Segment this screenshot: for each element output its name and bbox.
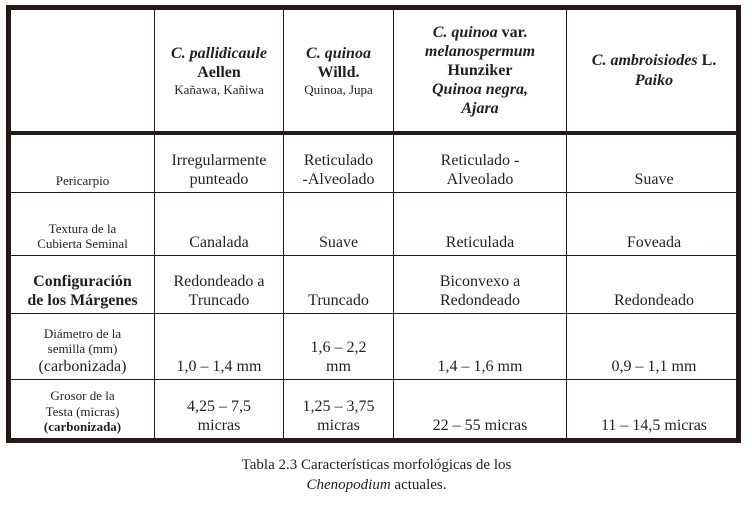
species-name: C. quinoa: [306, 44, 371, 62]
row-label-text: Configuración: [33, 272, 132, 290]
table-cell: [394, 314, 566, 379]
common-name: Paiko: [634, 71, 674, 89]
cell-text: Truncado: [188, 291, 250, 309]
cell-text: punteado: [189, 170, 249, 188]
common-name: Quinoa negra,: [431, 81, 529, 99]
row-label-text: Grosor de la: [50, 388, 115, 404]
cell-text: 1,25 – 3,75: [302, 397, 375, 415]
table-cell: [567, 380, 741, 438]
common-name: Ajara: [461, 100, 499, 118]
table-cell: [284, 256, 393, 313]
cell-text: mm: [326, 357, 351, 375]
header-col-pallidicaule: [155, 10, 283, 131]
table-cell: [155, 256, 283, 313]
cell-text: 0,9 – 1,1 mm: [611, 357, 697, 375]
cell-text: Redondeado: [440, 291, 520, 309]
cell-text: Alveolado: [446, 170, 514, 188]
row-label-diametro: [11, 314, 154, 379]
cell-text: Canalada: [189, 233, 249, 251]
cell-text: Biconvexo a: [439, 272, 521, 290]
cell-text: Foveada: [626, 233, 682, 251]
table-cell: [155, 380, 283, 438]
caption-line: Tabla 2.3 Características morfológicas de los: [241, 457, 512, 473]
row-label-text: Textura de la: [48, 220, 117, 236]
cell-text: Suave: [318, 233, 359, 251]
row-label-text: (carbonizada): [38, 357, 127, 375]
table-cell: [155, 314, 283, 379]
cell-text: -Alveolado: [302, 170, 375, 188]
row-label-text: semilla (mm): [47, 341, 118, 357]
species-author: Aellen: [197, 63, 241, 81]
species-name: C. pallidicaule: [171, 44, 267, 62]
common-name: Quinoa, Jupa: [304, 81, 373, 97]
species-author: Willd.: [317, 63, 360, 81]
caption-text: actuales.: [390, 476, 447, 493]
cell-text: Redondeado: [614, 291, 694, 309]
header-col-quinoa: [284, 10, 393, 131]
cell-text: 22 – 55 micras: [432, 416, 528, 434]
row-label-text: (carbonizada): [43, 419, 122, 435]
cell-text: 1,6 – 2,2: [310, 338, 367, 356]
cell-text: 1,4 – 1,6 mm: [437, 357, 523, 375]
row-label-grosor: [11, 380, 154, 438]
cell-text: Reticulada: [445, 233, 515, 251]
row-label-textura: [11, 193, 154, 255]
row-label-text: de los Márgenes: [27, 291, 138, 309]
cell-text: Truncado: [308, 291, 369, 309]
cell-text: Reticulado: [303, 151, 374, 169]
morphology-table: [6, 5, 741, 443]
species-author: L.: [701, 52, 717, 70]
cell-text: 11 – 14,5 micras: [600, 416, 708, 434]
table-cell: [394, 193, 566, 255]
table-cell: [394, 380, 566, 438]
cell-text: Redondeado a: [173, 272, 265, 290]
cell-text: Reticulado -: [440, 151, 520, 169]
row-label-text: Diámetro de la: [43, 325, 122, 341]
cell-text: 1,0 – 1,4 mm: [176, 357, 262, 375]
cell-text: Irregularmente: [171, 151, 267, 169]
table-cell: [567, 256, 741, 313]
table-cell: [567, 314, 741, 379]
table-cell: [284, 135, 393, 192]
cell-text: Suave: [634, 170, 674, 188]
species-name: C. quinoa: [432, 23, 498, 41]
common-name: Kañawa, Kañiwa: [174, 81, 264, 97]
variety-name: melanospermum: [424, 42, 536, 60]
table-cell: [394, 135, 566, 192]
table-caption: [0, 456, 753, 495]
header-col-ambroisiodes: [567, 10, 741, 131]
row-label-text: Testa (micras): [45, 403, 120, 419]
table-cell: [155, 135, 283, 192]
row-label-text: Cubierta Seminal: [37, 236, 128, 252]
row-label-configuracion: [11, 256, 154, 313]
caption-line: [0, 476, 753, 496]
table-cell: [394, 256, 566, 313]
table-cell: [567, 193, 741, 255]
table-cell: [284, 314, 393, 379]
cell-text: 4,25 – 7,5: [187, 397, 251, 415]
table-cell: [155, 193, 283, 255]
table-cell: [284, 380, 393, 438]
species-suffix: var.: [501, 23, 528, 41]
species-author: Hunziker: [447, 61, 513, 79]
cell-text: micras: [197, 416, 241, 434]
cell-text: micras: [317, 416, 360, 434]
row-label-pericarpio: [11, 135, 154, 192]
table-cell: [284, 193, 393, 255]
table-cell: [567, 135, 741, 192]
row-label-text: Pericarpio: [55, 173, 110, 189]
header-col-melanospermum: [394, 10, 566, 131]
species-name: C. ambroisiodes: [591, 52, 698, 70]
caption-genus: Chenopodium: [306, 476, 391, 493]
